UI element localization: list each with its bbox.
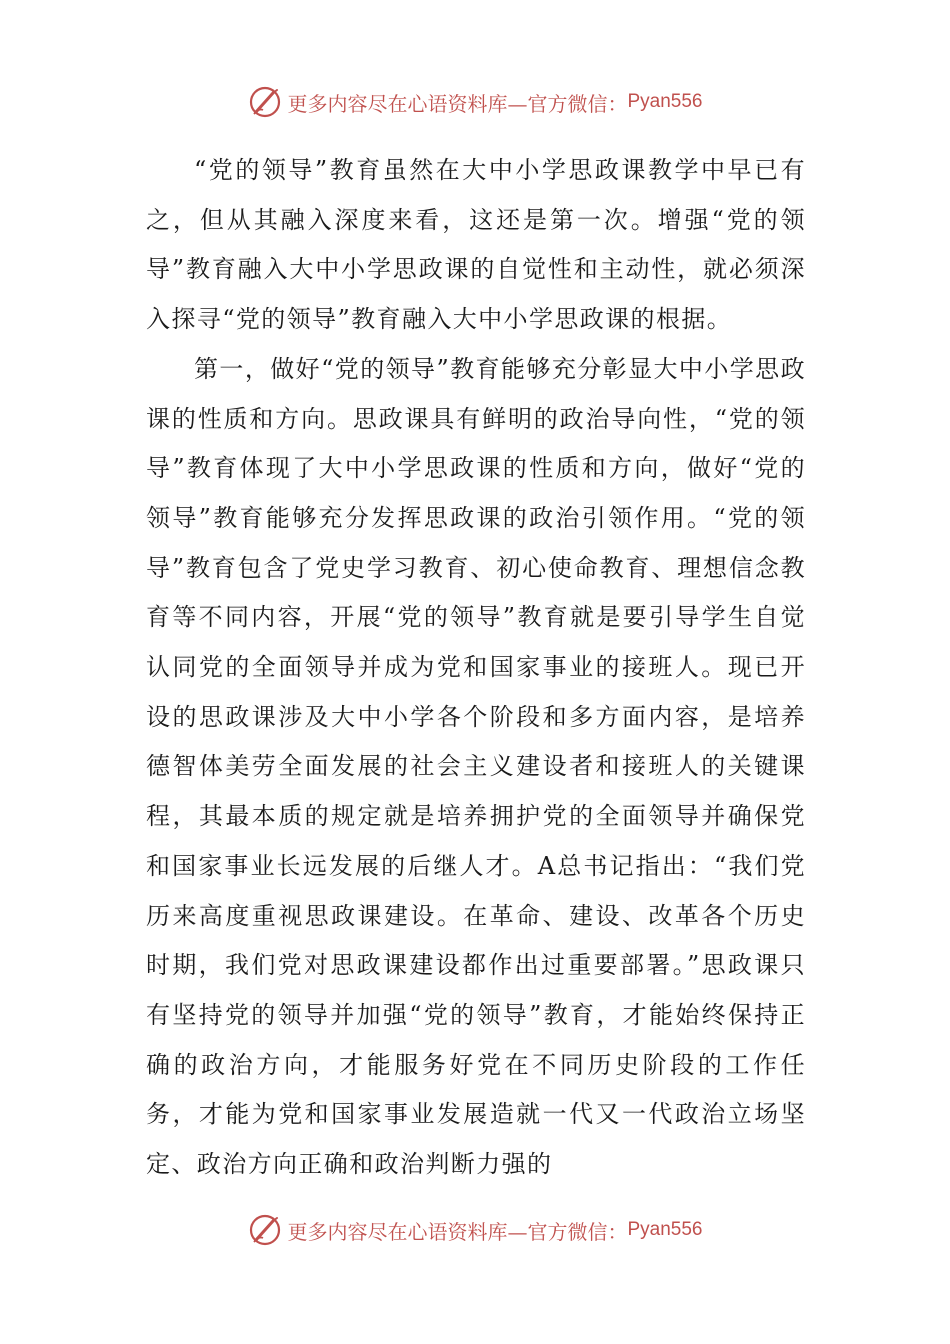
paragraph: “党的领导”教育虽然在大中小学思政课教学中早已有之，但从其融入深度来看，这还是第一次。增强“党的领导”教育融入大中小学思政课的自觉性和主动性，就必须深入探寻“党的领导”教育融入大中小学思政课的根据。 xyxy=(146,156,806,334)
watermark-text: 更多内容尽在心语资料库—官方微信： xyxy=(287,91,628,116)
watermark-wechat-id: Pyan556 xyxy=(627,91,703,112)
document-body xyxy=(146,146,806,1190)
paragraph: 第一，做好“党的领导”教育能够充分彰显大中小学思政课的性质和方向。思政课具有鲜明的政治导向性，“党的领导”教育体现了大中小学思政课的性质和方向，做好“党的领导”教育能够充分发挥思政课的政治引领作用。“党的领导”教育包含了党史学习教育、初心使命教育、理想信念教育等不同内容，开展“党的领导”教育就是要引导学生自觉认同党的全面领导并成为党和国家事业的接班人。现已开设的思政课涉及大中小学各个阶段和多方面内容，是培养德智体美劳全面发展的社会主义建设者和接班人的关键课程，其最本质的规定就是培养拥护党的全面领导并确保党和国家事业长远发展的后继人才。A总书记指出：“我们党历来高度重视思政课建设。在革命、建设、改革各个历史时期，我们党对思政课建设都作出过重要部署。”思政课只有坚持党的领导并加强“党的领导”教育，才能始终保持正确的政治方向，才能服务好党在不同历史阶段的工作任务，才能为党和国家事业发展造就一代又一代政治立场坚定、政治方向正确和政治判断力强的 xyxy=(146,354,806,1179)
watermark-wechat-id: Pyan556 xyxy=(627,1219,703,1240)
pen-logo-icon xyxy=(247,1212,283,1248)
header-watermark xyxy=(0,82,950,122)
pen-logo-icon xyxy=(247,84,283,120)
watermark-text: 更多内容尽在心语资料库—官方微信： xyxy=(287,1219,628,1244)
footer-watermark xyxy=(0,1210,950,1250)
